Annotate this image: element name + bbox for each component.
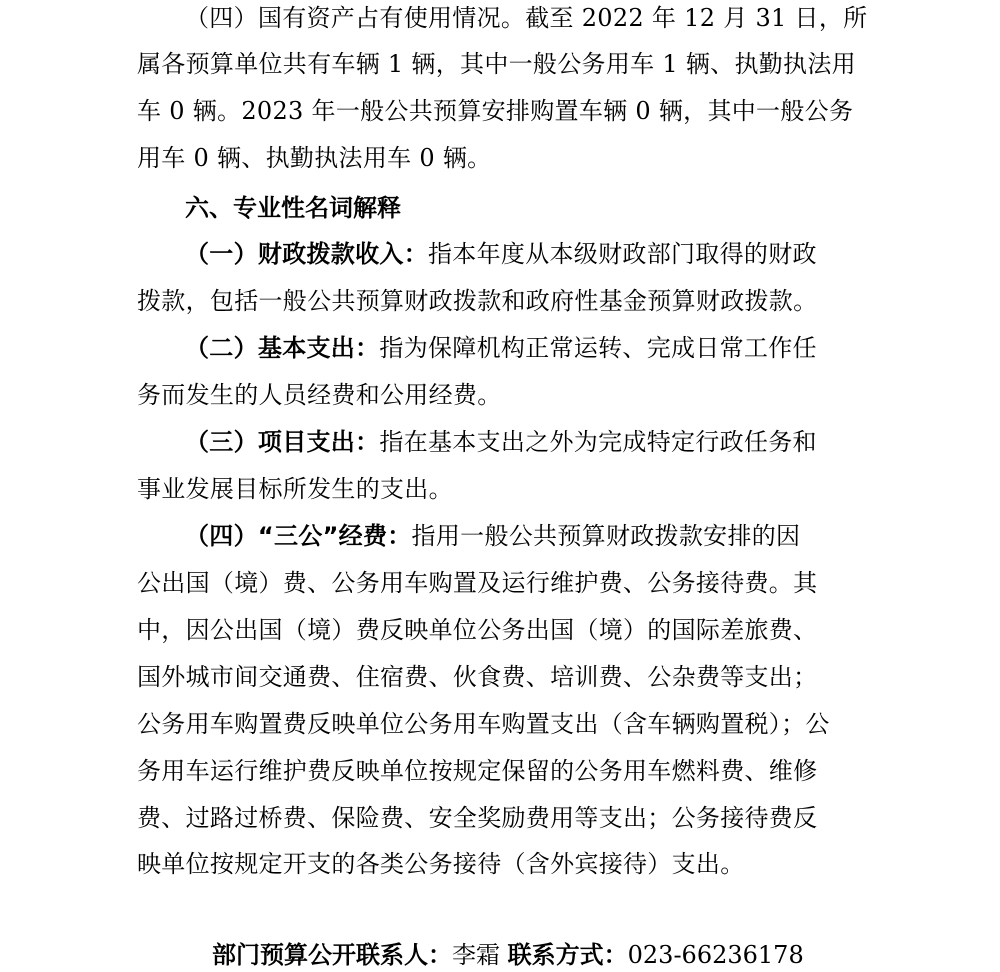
definition-4-line-1 [185, 521, 800, 551]
definition-3-text: 指在基本支出之外为完成特定行政任务和 [379, 428, 817, 456]
asset-paragraph-line-2: 属各预算单位共有车辆 1 辆，其中一般公务用车 1 辆、执勤执法用 [137, 50, 856, 78]
definition-4-line-4: 国外城市间交通费、住宿费、伙食费、培训费、公杂费等支出； [137, 663, 818, 691]
definition-3-term: （三）项目支出： [185, 428, 380, 456]
definition-4-line-5: 公务用车购置费反映单位公务用车购置支出（含车辆购置税）；公 [137, 710, 830, 738]
definition-2-text: 指为保障机构正常运转、完成日常工作任 [379, 334, 817, 362]
definition-4-line-8: 映单位按规定开支的各类公务接待（含外宾接待）支出。 [137, 850, 745, 878]
definition-1-term: （一）财政拨款收入： [185, 240, 428, 268]
contact-method-label: 联系方式： [507, 941, 628, 969]
definition-4-term: （四）“三公”经费： [185, 522, 412, 550]
asset-paragraph-line-1: （四）国有资产占有使用情况。截至 2022 年 12 月 31 日，所 [185, 4, 868, 32]
definition-4-line-2: 公出国（境）费、公务用车购置及运行维护费、公务接待费。其 [137, 569, 818, 597]
contact-label: 部门预算公开联系人： [212, 941, 452, 969]
definition-1-line-1 [185, 239, 817, 269]
definition-1-line-2: 拨款，包括一般公共预算财政拨款和政府性基金预算财政拨款。 [137, 287, 818, 315]
contact-name: 李霜 [452, 941, 500, 969]
definition-3-line-2: 事业发展目标所发生的支出。 [137, 475, 453, 503]
definition-4-text: 指用一般公共预算财政拨款安排的因 [411, 522, 801, 550]
asset-paragraph-line-3: 车 0 辆。2023 年一般公共预算安排购置车辆 0 辆，其中一般公务 [137, 97, 854, 125]
definition-4-line-6: 务用车运行维护费反映单位按规定保留的公务用车燃料费、维修 [137, 757, 818, 785]
definition-3-line-1 [185, 427, 817, 457]
definition-4-line-3: 中，因公出国（境）费反映单位公务出国（境）的国际差旅费、 [137, 616, 818, 644]
contact-phone: 023-66236178 [627, 941, 804, 969]
definition-2-line-2: 务而发生的人员经费和公用经费。 [137, 381, 502, 409]
section-heading: 六、专业性名词解释 [185, 194, 401, 222]
asset-paragraph-line-4: 用车 0 辆、执勤执法用车 0 辆。 [137, 144, 492, 172]
definition-2-term: （二）基本支出： [185, 334, 380, 362]
definition-1-text: 指本年度从本级财政部门取得的财政 [428, 240, 817, 268]
contact-footer [212, 938, 804, 972]
definition-2-line-1 [185, 333, 817, 363]
definition-4-line-7: 费、过路过桥费、保险费、安全奖励费用等支出；公务接待费反 [137, 804, 818, 832]
